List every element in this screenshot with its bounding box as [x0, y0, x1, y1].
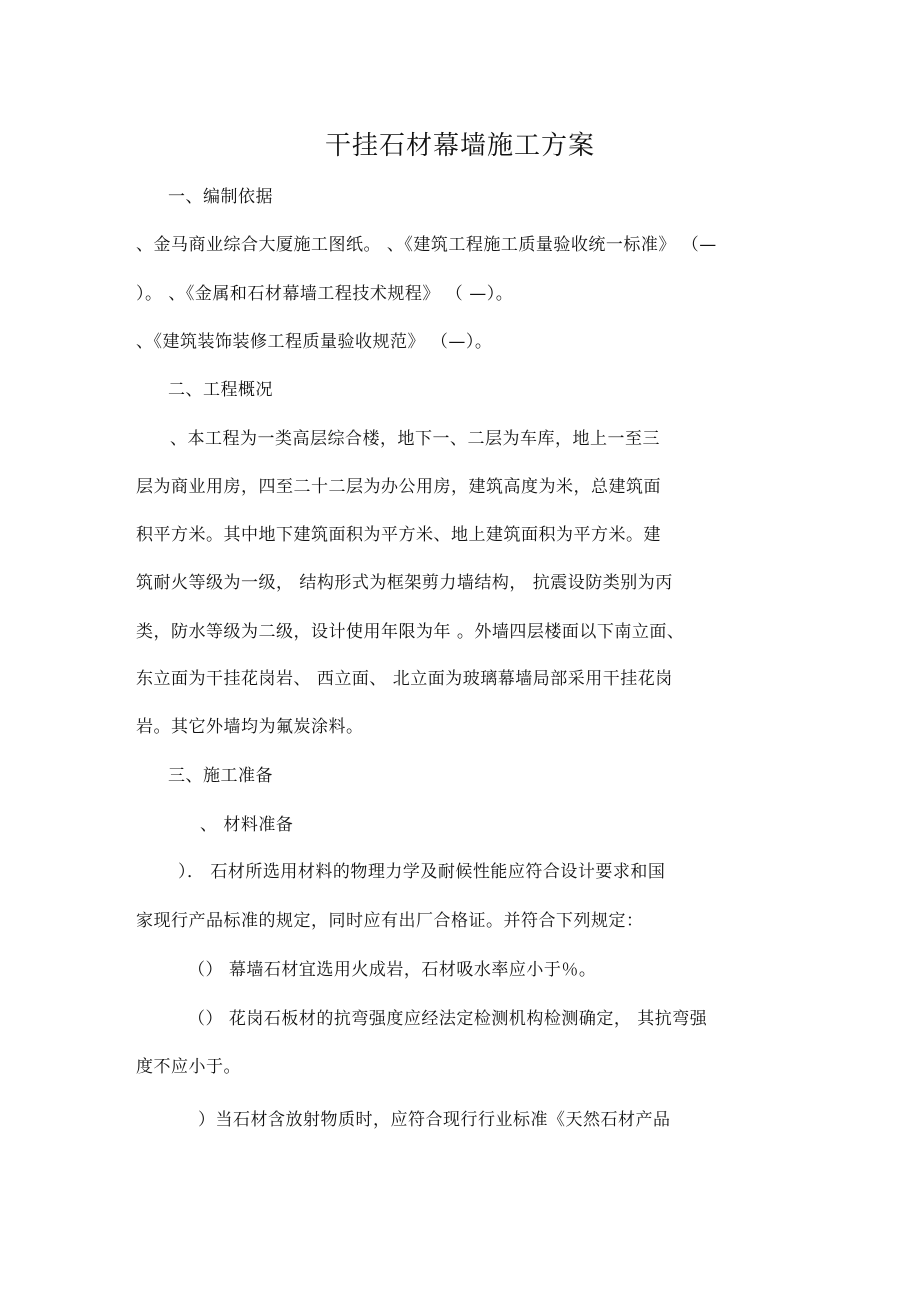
- paragraph-line: 东立面为干挂花岗岩、 西立面、 北立面为玻璃幕墙局部采用干挂花岗: [136, 669, 673, 689]
- heading-preparation: 三、施工准备: [168, 766, 273, 786]
- paragraph-line: 层为商业用房，四至二十二层为办公用房，建筑高度为米，总建筑面: [136, 477, 661, 497]
- document-title: 干挂石材幕墙施工方案: [324, 131, 595, 161]
- heading-basis: 一、编制依据: [168, 187, 273, 207]
- paragraph-line: 家现行产品标准的规定，同时应有出厂合格证。并符合下列规定：: [136, 911, 644, 931]
- paragraph-line: 积平方米。其中地下建筑面积为平方米、地上建筑面积为平方米。建: [136, 525, 661, 545]
- list-item: （） 幕墙石材宜选用火成岩，石材吸水率应小于％。: [188, 960, 597, 980]
- paragraph-line: ）． 石材所选用材料的物理力学及耐候性能应符合设计要求和国: [178, 862, 666, 882]
- heading-overview: 二、工程概况: [168, 380, 273, 400]
- paragraph-line: 、《建筑装饰装修工程质量验收规范》 （—）。: [136, 332, 493, 352]
- paragraph-line: 岩。其它外墙均为氟炭涂料。: [136, 717, 364, 737]
- paragraph-line: 、金马商业综合大厦施工图纸。 、《建筑工程施工质量验收统一标准》 （—: [136, 235, 717, 255]
- paragraph-line: 筑耐火等级为一级， 结构形式为框架剪力墙结构， 抗震设防类别为丙: [136, 573, 673, 593]
- subheading-materials: 、 材料准备: [200, 815, 294, 835]
- paragraph-line: ）当石材含放射物质时，应符合现行行业标准《天然石材产品: [198, 1110, 671, 1130]
- list-item: （） 花岗石板材的抗弯强度应经法定检测机构检测确定， 其抗弯强: [188, 1009, 708, 1029]
- paragraph-line: 类，防水等级为二级，设计使用年限为年 。外墙四层楼面以下南立面、: [136, 622, 685, 642]
- paragraph-line: ）。 、《金属和石材幕墙工程技术规程》 （ —）。: [136, 284, 514, 304]
- paragraph-line: 、本工程为一类高层综合楼，地下一、二层为车库，地上一至三: [170, 429, 660, 449]
- paragraph-line: 度不应小于。: [136, 1057, 241, 1077]
